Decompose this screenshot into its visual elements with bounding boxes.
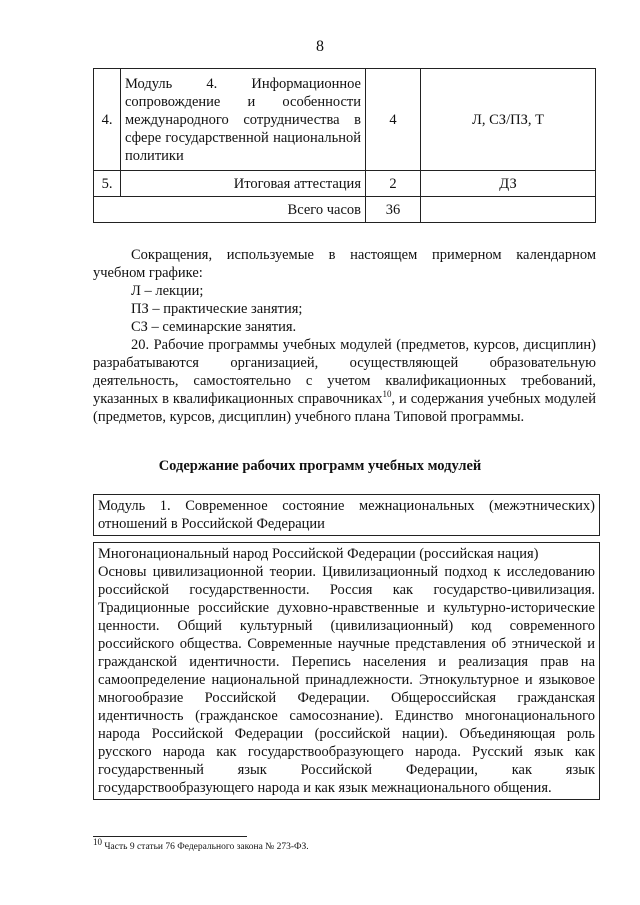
module-name: Модуль 4. Информационное сопровождение и особенности международного сотрудничества в сфере государственной национальной политики bbox=[121, 69, 366, 171]
content-heading: Многонациональный народ Российской Федерации (российская нация) bbox=[98, 546, 539, 562]
abbreviations-intro: Сокращения, используемые в настоящем примерном календарном учебном графике: bbox=[93, 247, 596, 281]
table-total-row bbox=[94, 197, 596, 223]
table-row bbox=[94, 171, 596, 197]
abbreviation-item: Л – лекции; bbox=[131, 283, 204, 299]
row-number: 4. bbox=[94, 69, 121, 171]
abbreviation-item: ПЗ – практические занятия; bbox=[131, 301, 303, 317]
total-hours-label: Всего часов bbox=[94, 197, 366, 223]
paragraph-20-text-end: , и содержания учебных модулей (предметов, курсов, дисциплин) учебного плана Типовой программы. bbox=[93, 391, 596, 425]
footnote-divider bbox=[93, 836, 247, 837]
footnote-mark: 10 bbox=[93, 837, 102, 847]
footnote-text: Часть 9 статьи 76 Федерального закона № 273-ФЗ. bbox=[102, 842, 309, 853]
row-number: 5. bbox=[94, 171, 121, 197]
curriculum-schedule-table bbox=[93, 68, 596, 223]
lesson-form: ДЗ bbox=[421, 171, 596, 197]
module-1-title-box: Модуль 1. Современное состояние межнациональных (межэтнических) отношений в Российской Федерации bbox=[93, 494, 600, 536]
module-hours: 2 bbox=[366, 171, 421, 197]
content-body: Основы цивилизационной теории. Цивилизационный подход к исследованию российской государственности. Россия как государство-цивилизация. Традиционные российские духовно-нравственные и культурно-исторические ценности. Общий культурный (цивилизационный) код современного российского общества. Современные научные представления об этнической и гражданской идентичности. Перепись населения и реализация прав на самоопределение национальной принадлежности. Этнокультурное и языковое многообразие Российской Федерации. Общероссийская гражданская идентичность (гражданское самосознание). Единство многонационального народа Российской Федерации (российской нации). Объединяющая роль русского народа как государствообразующего народа. Русский язык как государственный язык Российской Федерации, как язык государствообразующего народа и как язык межнационального общения. bbox=[98, 564, 595, 796]
table-row bbox=[94, 69, 596, 171]
empty-cell bbox=[421, 197, 596, 223]
lesson-form: Л, СЗ/ПЗ, Т bbox=[421, 69, 596, 171]
abbreviation-item: СЗ – семинарские занятия. bbox=[131, 319, 297, 335]
footnote bbox=[93, 837, 309, 853]
page-number: 8 bbox=[316, 38, 324, 55]
module-name: Итоговая аттестация bbox=[121, 171, 366, 197]
module-hours: 4 bbox=[366, 69, 421, 171]
footnote-reference: 10 bbox=[382, 389, 392, 400]
paragraph-20-text: 20. Рабочие программы учебных модулей (предметов, курсов, дисциплин) разрабатываются организацией, осуществляющей образовательную деятельность, самостоятельно с учетом квалификационных требований, указанных в квалификационных справочниках bbox=[93, 337, 596, 407]
section-heading: Содержание рабочих программ учебных модулей bbox=[158, 458, 482, 474]
module-1-content-box bbox=[93, 542, 600, 800]
total-hours-value: 36 bbox=[366, 197, 421, 223]
paragraph-20 bbox=[93, 336, 596, 426]
